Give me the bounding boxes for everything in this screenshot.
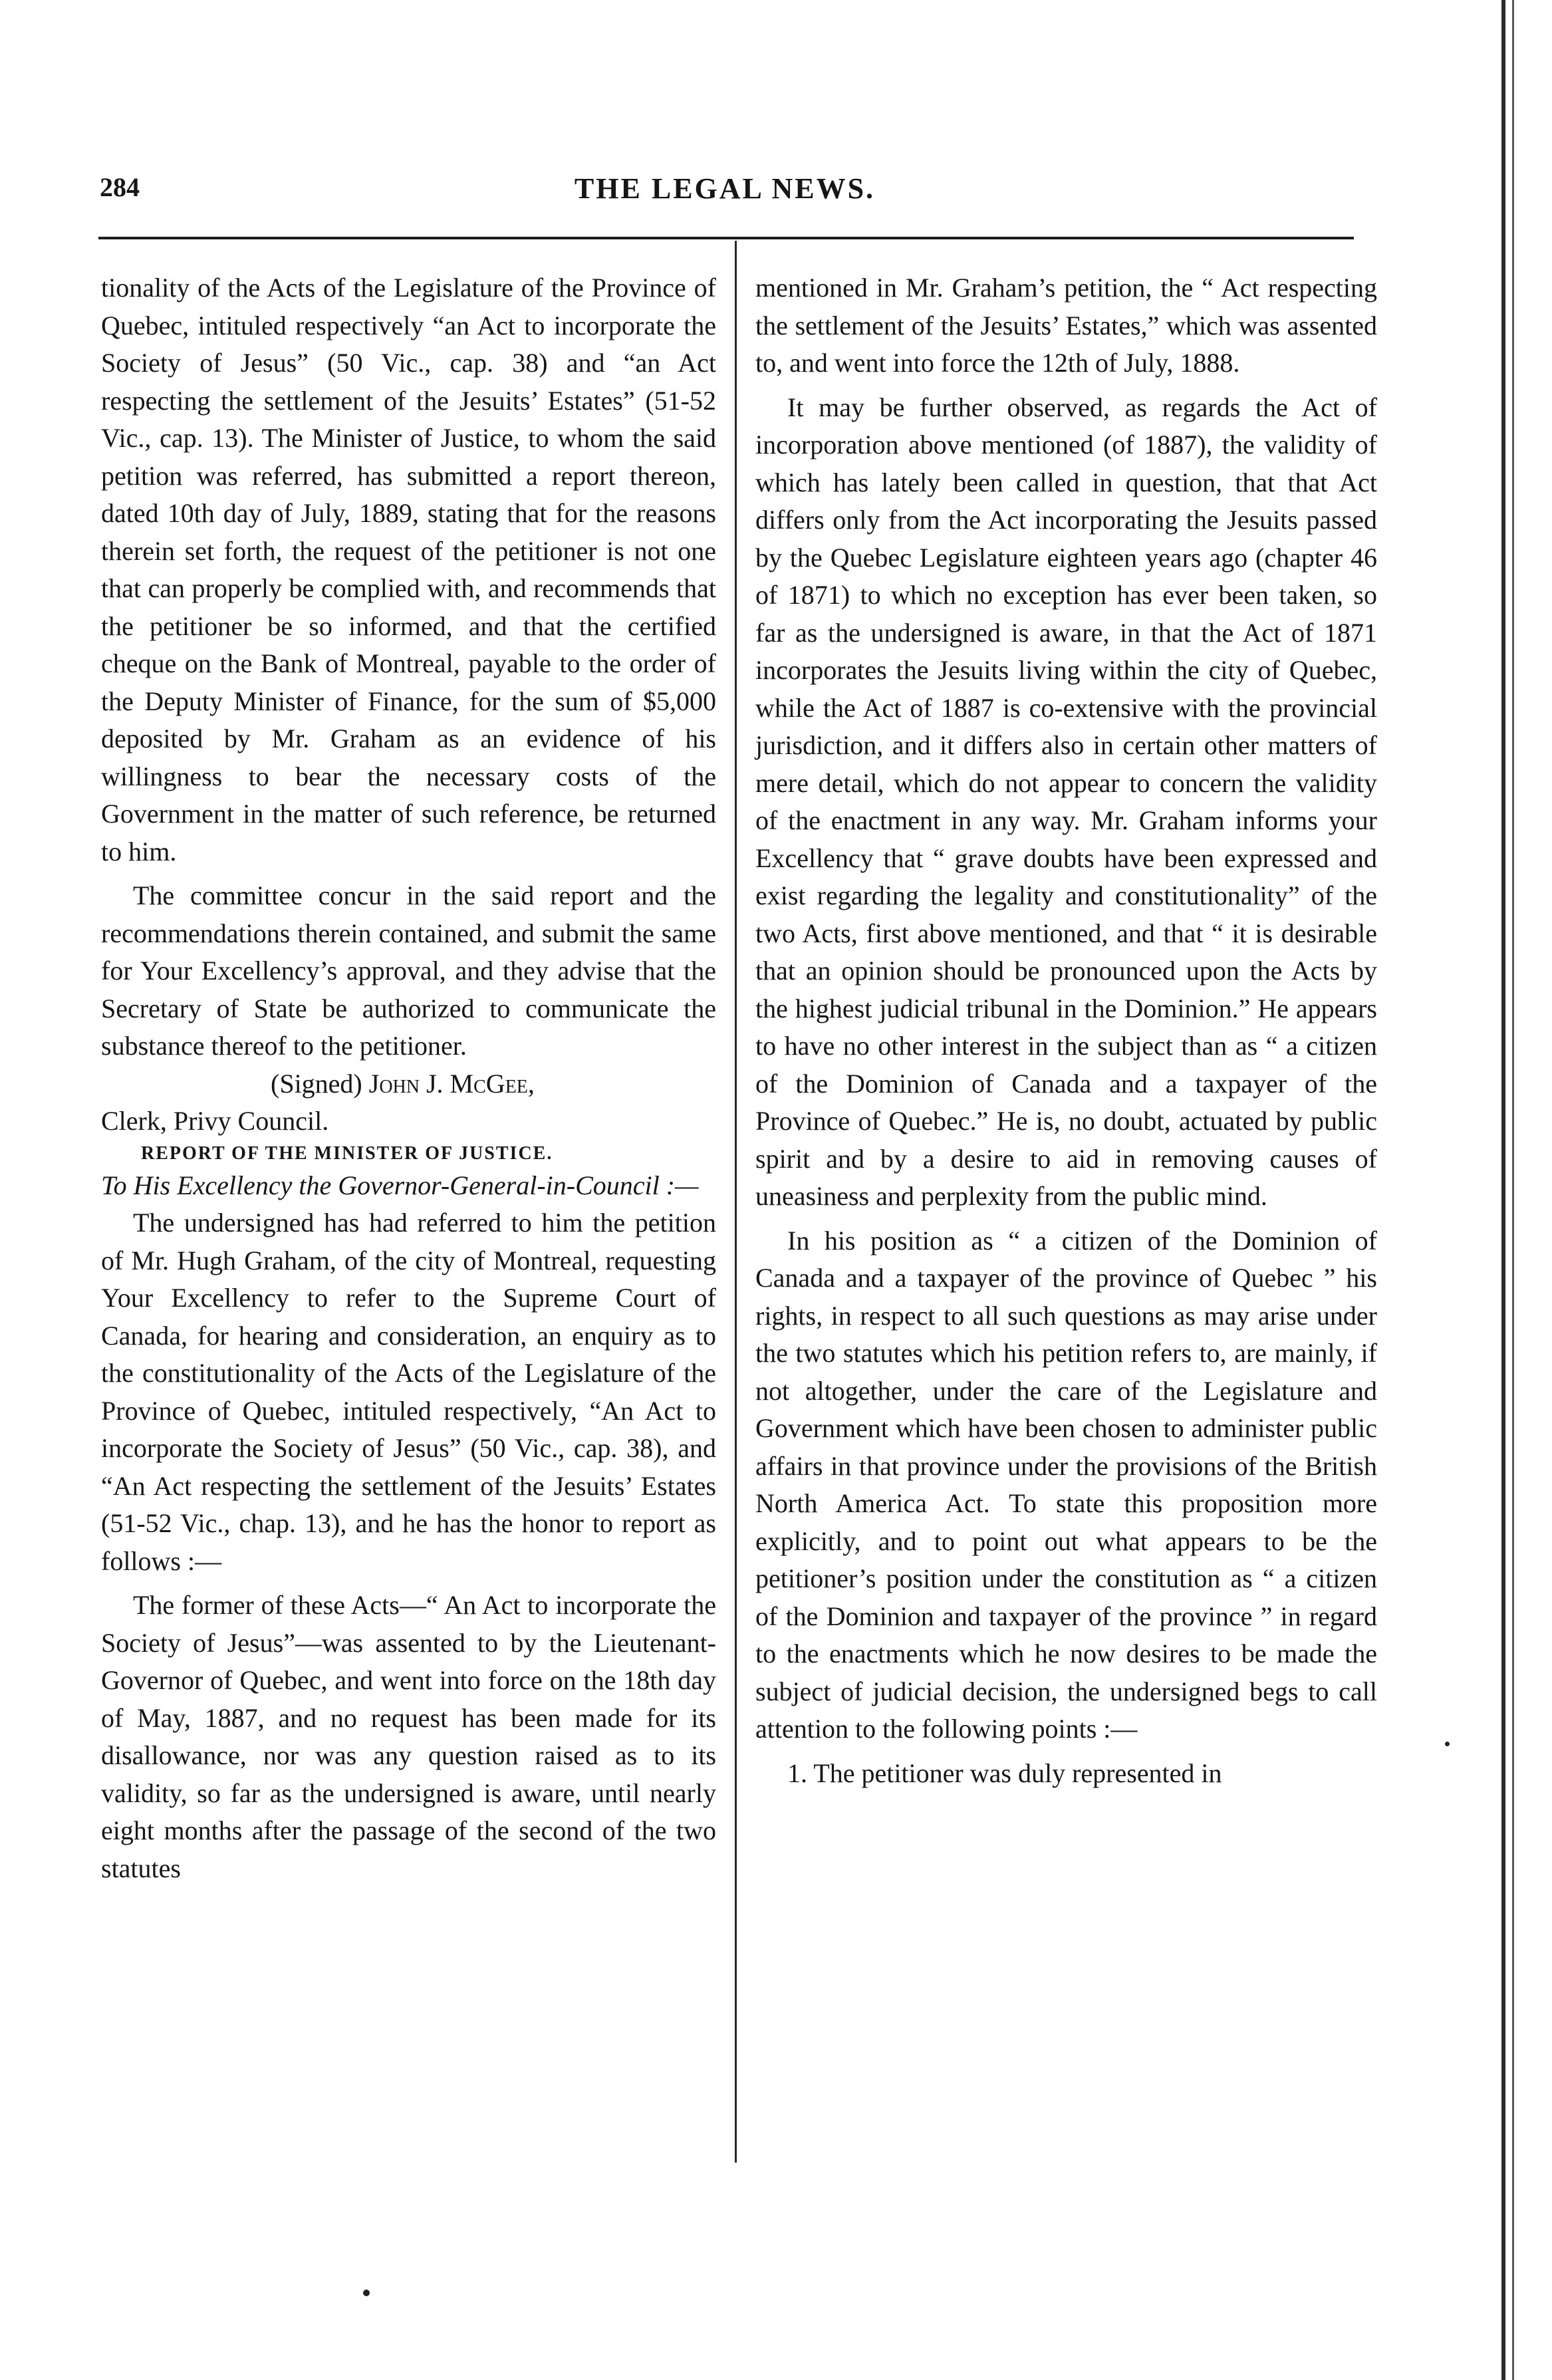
signatory-title: Clerk, Privy Council. [101, 1106, 329, 1136]
paragraph: In his position as “ a citizen of the Dominion of Canada and a taxpayer of the province of Quebec ” his rights, in respect to all such questions as may arise under the two statutes which his petition refers to, are mainly, if not altogether, under the care of the Legislature and Government which have been chosen to administer public affairs in that province under the provisions of the British North America Act. To state this proposition more explicitly, and to point out what appears to be the petitioner’s position under the constitution as “ a citizen of the Dominion and taxpayer of the province ” in regard to the enactments which he now desires to be made the subject of judicial decision, the undersigned begs to call attention to the following points :— [755, 1225, 1377, 1744]
left-column [101, 269, 716, 1887]
running-title: THE LEGAL NEWS. [574, 172, 876, 205]
page-number: 284 [100, 172, 140, 202]
page-header [100, 172, 1350, 218]
signatory-name: John J. McGee, [368, 1068, 535, 1099]
right-column [755, 269, 1377, 1792]
paragraph: The committee concur in the said report and the recommendations therein contained, and submit the same for Your Excellency’s approval, and they advise that the Secretary of State be authorized to communicate the substance thereof to the petitioner. [101, 880, 716, 1061]
ink-speck [363, 2290, 370, 2296]
page-edge-shadow [1501, 0, 1505, 2380]
ink-speck [1445, 1742, 1450, 1746]
paragraph: It may be further observed, as regards the Act of incorporation above mentioned (of 1887), the validity of which has lately been called in question, that that Act differs only from the Act incorporating the Jesuits passed by the Quebec Legislature eighteen years ago (chapter 46 of 1871) to which no exception has ever been taken, so far as the undersigned is aware, in that the Act of 1871 incorporates the Jesuits living within the city of Quebec, while the Act of 1887 is co-extensive with the provincial jurisdiction, and it differs also in certain other matters of mere detail, which do not appear to concern the validity of the enactment in any way. Mr. Graham informs your Excellency that “ grave doubts have been expressed and exist regarding the legality and constitutionality” of the two Acts, first above mentioned, and that “ it is desirable that an opinion should be pronounced upon the Acts by the highest judicial tribunal in the Dominion.” He appears to have no other interest in the subject than as “ a citizen of the Dominion of Canada and a taxpayer of the Province of Quebec.” He is, no doubt, actuated by public spirit and by a desire to aid in removing causes of uneasiness and perplexity from the public mind. [755, 392, 1377, 1211]
salutation: To His Excellency the Governor-General-in-Council :— [101, 1170, 699, 1200]
header-rule [98, 237, 1354, 239]
paragraph: tionality of the Acts of the Legislature of the Province of Quebec, intituled respectively “an Act to incorporate the Society of Jesus” (50 Vic., cap. 38) and “an Act respecting the settlement of the Jesuits’ Estates” (51-52 Vic., cap. 13). The Minister of Justice, to whom the said petition was referred, has submitted a report thereon, dated 10th day of July, 1889, stating that for the reasons therein set forth, the request of the petitioner is not one that can properly be complied with, and recommends that the petitioner be so informed, and that the certified cheque on the Bank of Montreal, payable to the order of the Deputy Minister of Finance, for the sum of $5,000 deposited by Mr. Graham as an evidence of his willingness to bear the necessary costs of the Government in the matter of such reference, be returned to him. [101, 273, 716, 866]
section-heading: REPORT OF THE MINISTER OF JUSTICE. [141, 1142, 553, 1164]
paragraph: The undersigned has had referred to him the petition of Mr. Hugh Graham, of the city of Montreal, requesting Your Excellency to refer to the Supreme Court of Canada, for hearing and consideration, an enquiry as to the constitutionality of the Acts of the Legislature of the Province of Quebec, intituled respectively, “An Act to incorporate the Society of Jesus” (50 Vic., cap. 38), and “An Act respecting the settlement of the Jesuits’ Estates (51-52 Vic., chap. 13), and he has the honor to report as follows :— [101, 1208, 716, 1576]
paragraph: 1. The petitioner was duly represented in [787, 1758, 1222, 1788]
paragraph: mentioned in Mr. Graham’s petition, the “ Act respecting the settlement of the Jesuits’ Estates,” which was assented to, and went into force the 12th of July, 1888. [755, 273, 1377, 378]
page-edge-line [1512, 0, 1514, 2380]
signature-line [101, 1065, 716, 1103]
signed-label: (Signed) [271, 1068, 362, 1099]
column-divider [735, 241, 737, 2163]
paragraph: The former of these Acts—“ An Act to incorporate the Society of Jesus”—was assented to by the Lieutenant-Governor of Quebec, and went into force on the 18th day of May, 1887, and no request has been made for its disallowance, nor was any question raised as to its validity, so far as the undersigned is aware, until nearly eight months after the passage of the second of the two statutes [101, 1590, 716, 1883]
